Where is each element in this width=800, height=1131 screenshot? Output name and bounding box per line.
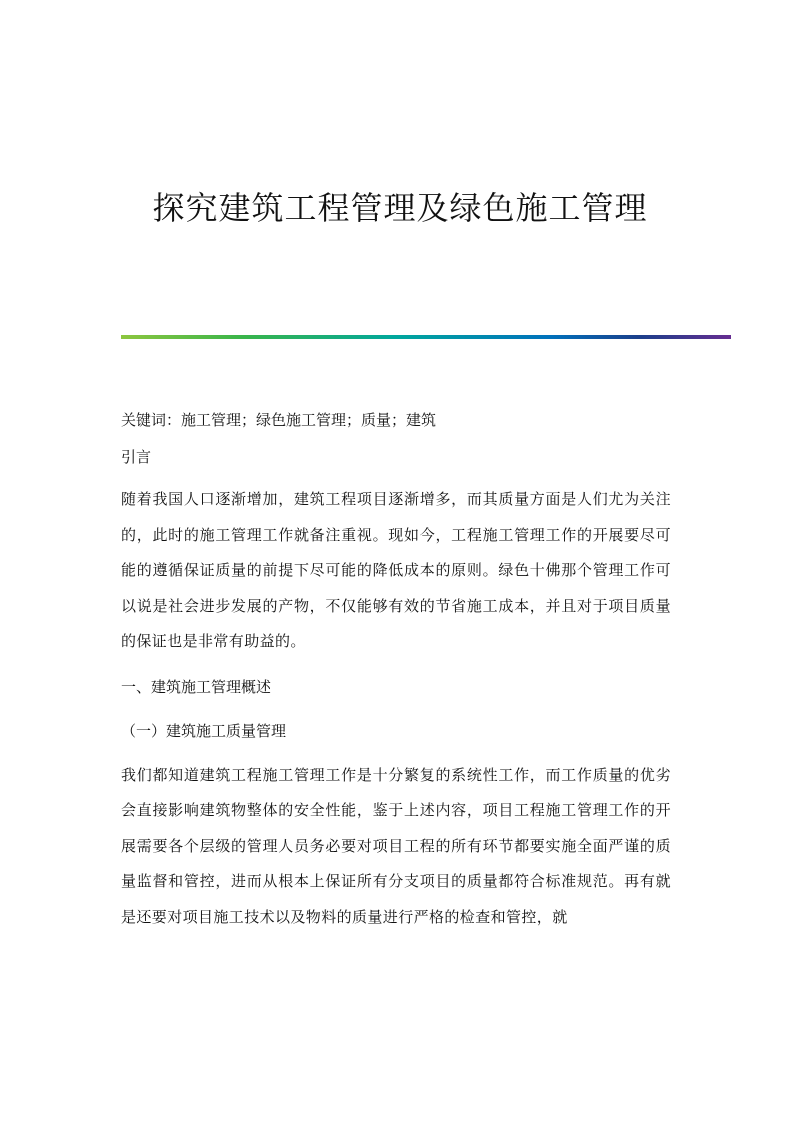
section-heading: 一、建筑施工管理概述 (121, 677, 272, 696)
subsection-heading: （一）建筑施工质量管理 (121, 721, 287, 740)
title-divider (121, 335, 731, 339)
intro-paragraph: 随着我国人口逐渐增加，建筑工程项目逐渐增多，而其质量方面是人们尤为关注的，此时的施工管理工作就备注重视。现如今，工程施工管理工作的开展要尽可能的遵循保证质量的前提下尽可能的降低成本的原则。绿色十佛那个管理工作可以说是社会进步发展的产物，不仅能够有效的节省施工成本，并且对于项目质量的保证也是非常有助益的。 (121, 490, 671, 650)
keywords-line: 关键词：施工管理；绿色施工管理；质量；建筑 (121, 411, 437, 429)
document-body (121, 405, 671, 935)
document-title: 探究建筑工程管理及绿色施工管理 (152, 189, 648, 227)
subsection-paragraph: 我们都知道建筑工程施工管理工作是十分繁复的系统性工作，而工作质量的优劣会直接影响建筑物整体的安全性能，鉴于上述内容，项目工程施工管理工作的开展需要各个层级的管理人员务必要对项目工程的所有环节都要实施全面严谨的质量监督和管控，进而从根本上保证所有分支项目的质量都符合标准规范。再有就是还要对项目施工技术以及物料的质量进行严格的检查和管控，就 (121, 765, 671, 926)
intro-heading: 引言 (121, 448, 152, 466)
